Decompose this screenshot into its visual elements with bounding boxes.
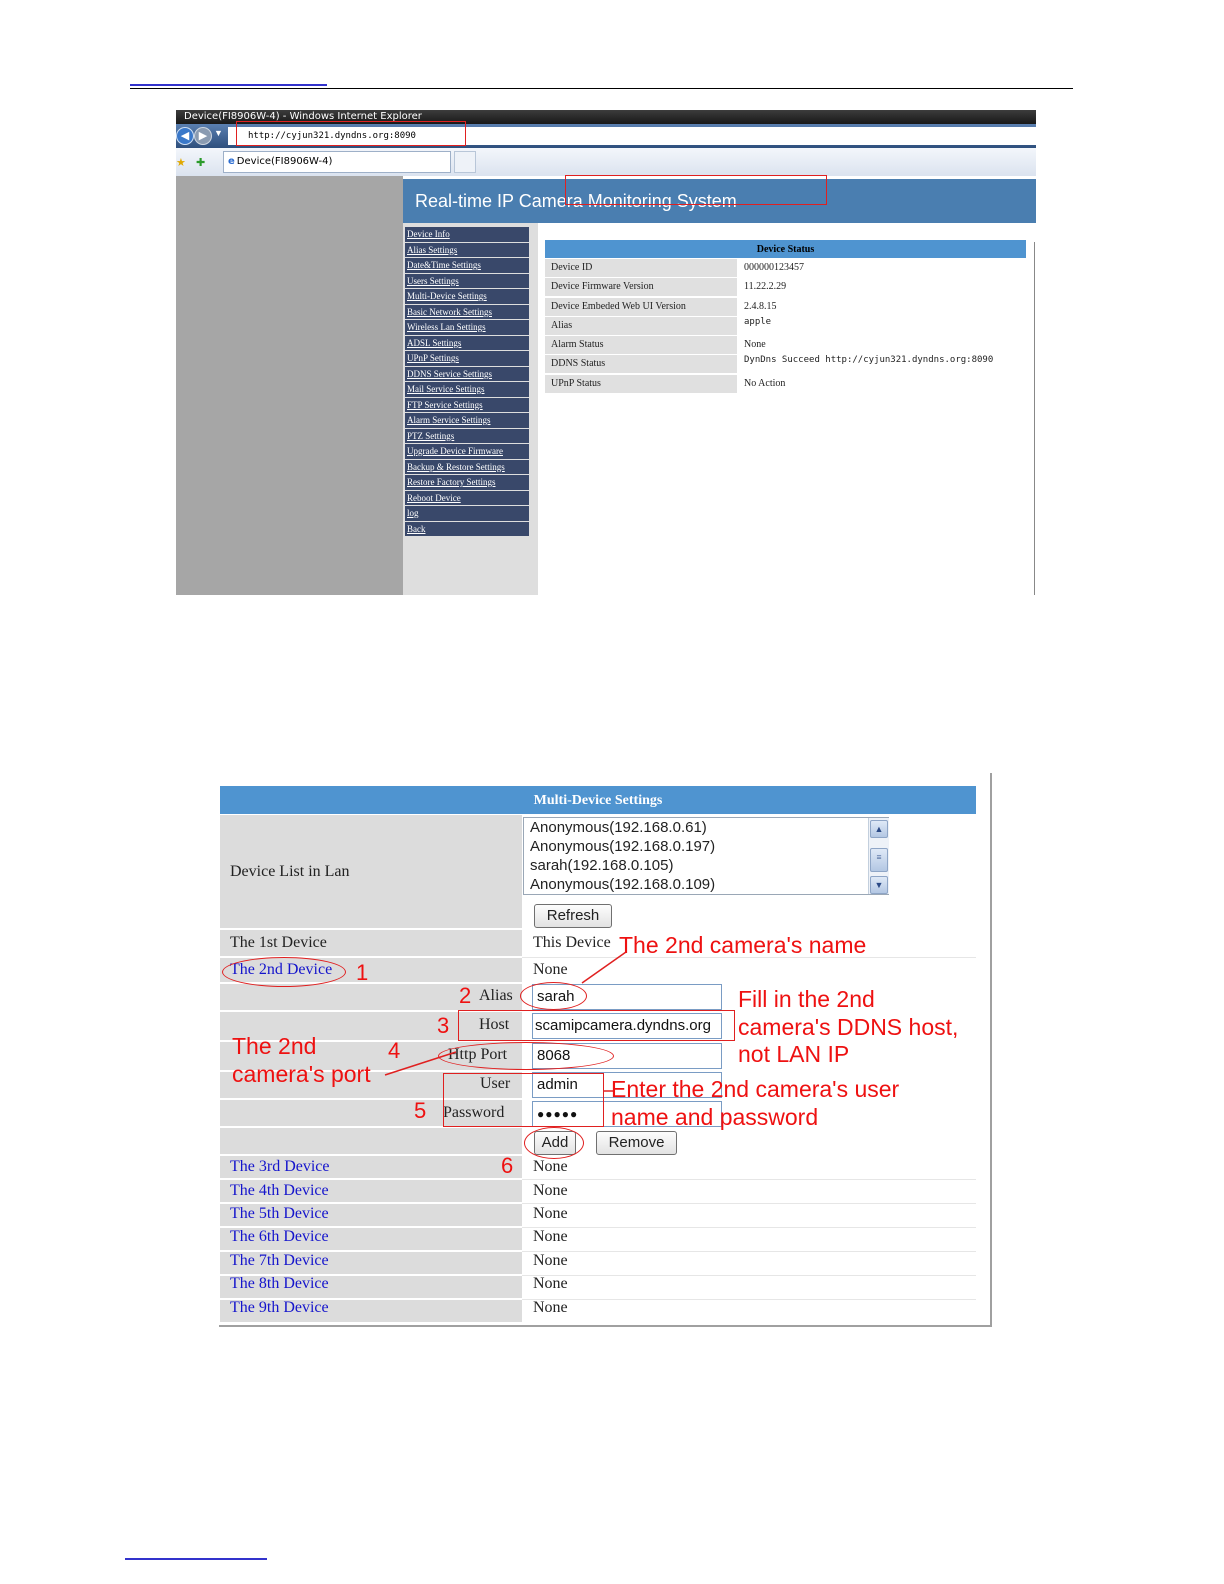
alias-input[interactable]: sarah: [532, 984, 722, 1010]
device8-value: None: [533, 1275, 568, 1292]
menu-item[interactable]: Wireless Lan Settings: [405, 320, 529, 335]
menu-item[interactable]: FTP Service Settings: [405, 398, 529, 413]
device-list-item[interactable]: sarah(192.168.0.105): [530, 857, 674, 874]
annotation-ddns-1: Fill in the 2nd: [738, 986, 875, 1012]
device6-value: None: [533, 1228, 568, 1245]
menu-item[interactable]: Back: [405, 522, 529, 537]
annotation-port-1: The 2nd: [232, 1033, 317, 1059]
port-input[interactable]: 8068: [532, 1043, 722, 1069]
first-device-value: This Device: [533, 934, 611, 951]
port-label: Http Port: [448, 1046, 508, 1063]
status-value: None: [744, 339, 766, 350]
favorites-star-icon[interactable]: ★: [176, 157, 186, 169]
status-value: apple: [744, 317, 772, 327]
step-2-number: 2: [459, 983, 472, 1008]
menu-item[interactable]: Users Settings: [405, 274, 529, 289]
menu-item[interactable]: Date&Time Settings: [405, 258, 529, 273]
menu-item[interactable]: Multi-Device Settings: [405, 289, 529, 304]
device9-link[interactable]: The 9th Device: [230, 1299, 329, 1316]
device9-value: None: [533, 1299, 568, 1316]
status-value: 2.4.8.15: [744, 301, 777, 312]
menu-item[interactable]: UPnP Settings: [405, 351, 529, 366]
device4-value: None: [533, 1182, 568, 1199]
device-list-label: Device List in Lan: [230, 863, 350, 880]
annotation-port-2: camera's port: [232, 1061, 371, 1087]
status-label: Alias: [545, 317, 737, 335]
device8-link[interactable]: The 8th Device: [230, 1275, 329, 1292]
device-list-item[interactable]: Anonymous(192.168.0.61): [530, 819, 707, 836]
scroll-thumb[interactable]: ≡: [870, 848, 888, 872]
back-icon[interactable]: ◀: [176, 127, 194, 145]
status-label: Device ID: [545, 259, 737, 277]
scroll-up-icon[interactable]: ▲: [870, 820, 888, 838]
menu-item[interactable]: PTZ Settings: [405, 429, 529, 444]
device5-link[interactable]: The 5th Device: [230, 1205, 329, 1222]
history-dropdown-icon[interactable]: ▼: [214, 128, 223, 138]
menu-item[interactable]: Device Info: [405, 227, 529, 242]
menu-item[interactable]: Backup & Restore Settings: [405, 460, 529, 475]
status-label: UPnP Status: [545, 375, 737, 393]
status-value: No Action: [744, 378, 786, 389]
url-input[interactable]: http://cyjun321.dyndns.org:8090: [228, 127, 1036, 145]
menu-item[interactable]: log: [405, 506, 529, 521]
step-3-number: 3: [437, 1013, 450, 1038]
device6-link[interactable]: The 6th Device: [230, 1228, 329, 1245]
user-label: User: [480, 1075, 511, 1092]
alias-label: Alias: [479, 987, 513, 1004]
device-list-item[interactable]: Anonymous(192.168.0.109): [530, 876, 716, 893]
device3-value: None: [533, 1158, 568, 1175]
menu-item[interactable]: Upgrade Device Firmware: [405, 444, 529, 459]
device3-link[interactable]: The 3rd Device: [230, 1158, 330, 1175]
menu-item[interactable]: Mail Service Settings: [405, 382, 529, 397]
password-input[interactable]: ●●●●●: [532, 1101, 722, 1127]
second-device-link[interactable]: The 2nd Device: [230, 961, 333, 978]
menu-item[interactable]: DDNS Service Settings: [405, 367, 529, 382]
host-input[interactable]: scamipcamera.dyndns.org: [532, 1013, 722, 1039]
status-label: DDNS Status: [545, 355, 737, 373]
status-label: Device Firmware Version: [545, 278, 737, 296]
menu-item[interactable]: Reboot Device: [405, 491, 529, 506]
menu-item[interactable]: Basic Network Settings: [405, 305, 529, 320]
status-value: DynDns Succeed http://cyjun321.dyndns.org:8090: [744, 355, 994, 365]
step-1-number: 1: [356, 960, 369, 985]
host-label: Host: [479, 1016, 510, 1033]
first-device-label: The 1st Device: [230, 934, 327, 951]
password-label: Password: [443, 1104, 505, 1121]
device5-value: None: [533, 1205, 568, 1222]
step-5-number: 5: [414, 1098, 427, 1123]
ie-page-icon: e: [228, 156, 235, 167]
device7-value: None: [533, 1252, 568, 1269]
annotation-user-2: name and password: [611, 1104, 819, 1130]
refresh-button[interactable]: Refresh: [534, 904, 612, 928]
remove-button[interactable]: Remove: [596, 1131, 677, 1155]
annotation-ddns-3: not LAN IP: [738, 1041, 850, 1067]
second-device-value: None: [533, 961, 568, 978]
forward-icon[interactable]: ▶: [194, 127, 212, 145]
menu-item[interactable]: Alarm Service Settings: [405, 413, 529, 428]
user-input[interactable]: admin: [532, 1072, 722, 1098]
status-label: Alarm Status: [545, 336, 737, 354]
device-status-title: Device Status: [545, 240, 1026, 258]
device7-link[interactable]: The 7th Device: [230, 1252, 329, 1269]
window-title: Device(FI8906W-4) - Windows Internet Explorer: [176, 110, 1036, 124]
tab-title: Device(FI8906W-4): [236, 156, 333, 167]
status-label: Device Embeded Web UI Version: [545, 298, 737, 316]
step-4-number: 4: [388, 1038, 401, 1063]
menu-item[interactable]: ADSL Settings: [405, 336, 529, 351]
annotation-ddns-2: camera's DDNS host,: [738, 1014, 959, 1040]
device4-link[interactable]: The 4th Device: [230, 1182, 329, 1199]
device-list-item[interactable]: Anonymous(192.168.0.197): [530, 838, 716, 855]
status-value: 11.22.2.29: [744, 281, 787, 292]
add-button[interactable]: Add: [534, 1131, 576, 1155]
scroll-down-icon[interactable]: ▼: [870, 876, 888, 894]
add-favorite-icon[interactable]: ✚: [196, 157, 206, 169]
annotation-camera-name: The 2nd camera's name: [619, 932, 867, 958]
multi-device-title: Multi-Device Settings: [220, 786, 976, 814]
menu-item[interactable]: Restore Factory Settings: [405, 475, 529, 490]
page-banner: Real-time IP Camera Monitoring System: [403, 179, 1036, 223]
menu-item[interactable]: Alias Settings: [405, 243, 529, 258]
annotation-user-1: Enter the 2nd camera's user: [611, 1076, 900, 1102]
status-value: 000000123457: [744, 262, 804, 273]
step-6-number: 6: [501, 1153, 514, 1178]
